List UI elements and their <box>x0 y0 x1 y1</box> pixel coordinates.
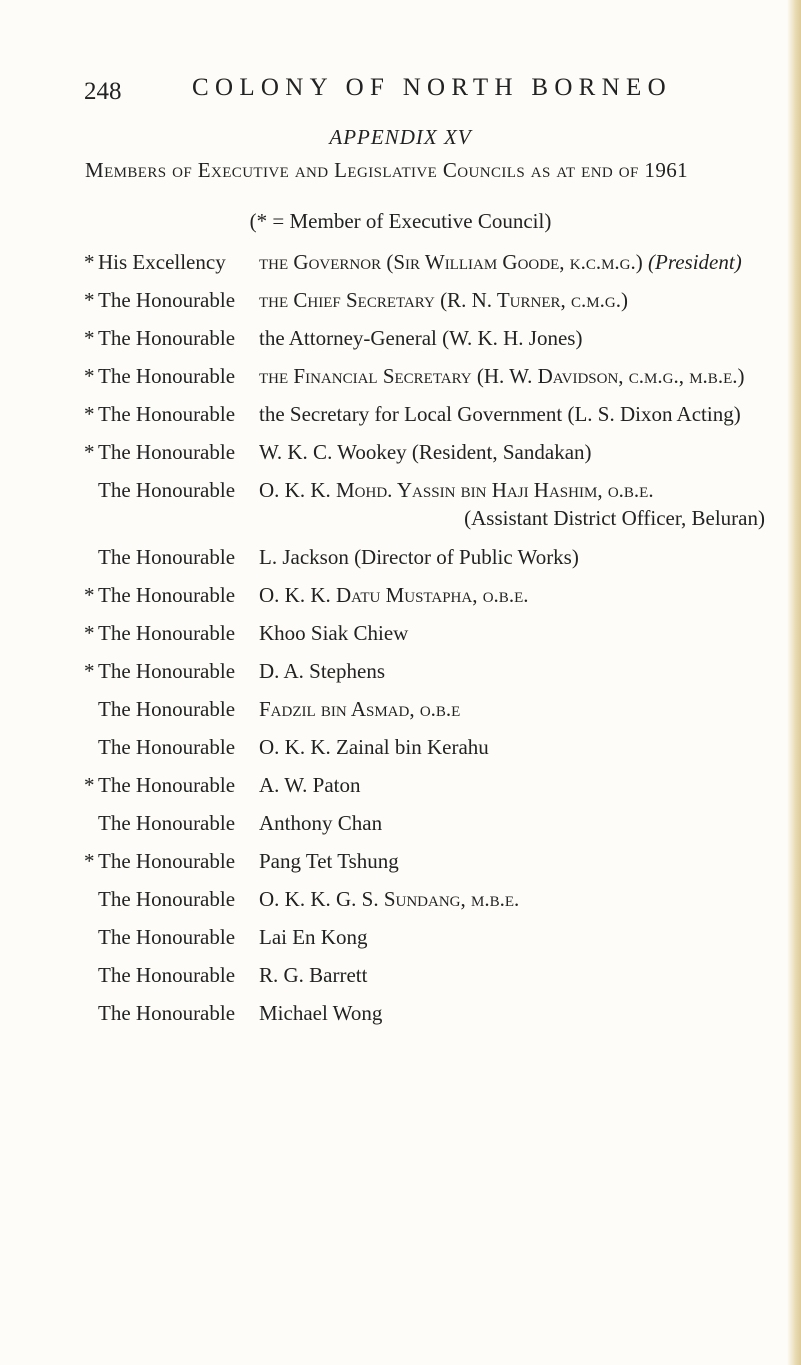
executive-marker: * <box>84 402 95 426</box>
member-prefix: The Honourable <box>98 1001 236 1025</box>
member-row <box>0 735 801 763</box>
member-row <box>0 250 801 278</box>
member-prefix: The Honourable <box>98 545 236 569</box>
member-row <box>0 849 801 877</box>
executive-marker: * <box>84 440 95 464</box>
member-prefix: The Honourable <box>98 697 236 721</box>
member-name: A. W. Paton <box>259 773 361 797</box>
member-name: O. K. K. Datu Mustapha, o.b.e. <box>259 583 529 607</box>
member-row <box>0 773 801 801</box>
page-header <box>0 74 801 110</box>
executive-marker: * <box>84 583 95 607</box>
member-name: R. G. Barrett <box>259 963 368 987</box>
member-prefix: The Honourable <box>98 925 236 949</box>
member-prefix: The Honourable <box>98 773 236 797</box>
legend: (* = Member of Executive Council) <box>249 209 552 233</box>
member-name: Khoo Siak Chiew <box>259 621 409 645</box>
member-name: O. K. K. Zainal bin Kerahu <box>259 735 489 759</box>
member-row <box>0 288 801 316</box>
member-name <box>259 250 742 275</box>
executive-marker: * <box>84 250 95 274</box>
appendix-title: APPENDIX XV <box>329 125 472 149</box>
member-name: D. A. Stephens <box>259 659 385 683</box>
member-name: Michael Wong <box>259 1001 383 1025</box>
member-row <box>0 440 801 468</box>
member-name-text: the Governor (Sir William Goode, k.c.m.g.) <box>259 250 643 274</box>
member-name: the Attorney-General (W. K. H. Jones) <box>259 326 583 350</box>
member-continuation: (Assistant District Officer, Beluran) <box>464 506 765 530</box>
member-row <box>0 402 801 430</box>
member-row <box>0 1001 801 1029</box>
executive-marker: * <box>84 326 95 350</box>
member-prefix: The Honourable <box>98 440 236 464</box>
member-row-continuation <box>0 506 801 534</box>
member-row <box>0 887 801 915</box>
member-name: Lai En Kong <box>259 925 368 949</box>
member-prefix: The Honourable <box>98 478 236 502</box>
member-name: Pang Tet Tshung <box>259 849 399 873</box>
section-title: Members of Executive and Legislative Councils as at end of 1961 <box>85 158 689 182</box>
executive-marker: * <box>84 621 95 645</box>
member-prefix: The Honourable <box>98 735 236 759</box>
executive-marker: * <box>84 659 95 683</box>
member-row <box>0 697 801 725</box>
member-prefix: The Honourable <box>98 887 236 911</box>
member-row <box>0 326 801 354</box>
member-name: O. K. K. Mohd. Yassin bin Haji Hashim, o.b.e. <box>259 478 654 502</box>
page-number: 248 <box>84 78 122 105</box>
member-prefix: The Honourable <box>98 963 236 987</box>
member-name: Anthony Chan <box>259 811 383 835</box>
member-prefix: The Honourable <box>98 288 236 312</box>
executive-marker: * <box>84 773 95 797</box>
member-prefix: The Honourable <box>98 364 236 388</box>
member-row <box>0 963 801 991</box>
executive-marker: * <box>84 849 95 873</box>
member-name: L. Jackson (Director of Public Works) <box>259 545 579 569</box>
member-row <box>0 583 801 611</box>
executive-marker: * <box>84 364 95 388</box>
member-row <box>0 925 801 953</box>
member-name: the Financial Secretary (H. W. Davidson, c.m.g., m.b.e.) <box>259 364 745 388</box>
member-prefix: The Honourable <box>98 326 236 350</box>
member-row <box>0 659 801 687</box>
executive-marker: * <box>84 288 95 312</box>
member-prefix: The Honourable <box>98 811 236 835</box>
member-prefix: The Honourable <box>98 849 236 873</box>
member-row <box>0 364 801 392</box>
member-prefix: The Honourable <box>98 583 236 607</box>
member-row <box>0 545 801 573</box>
member-name: O. K. K. G. S. Sundang, m.b.e. <box>259 887 520 911</box>
member-name: the Chief Secretary (R. N. Turner, c.m.g.) <box>259 288 628 312</box>
member-prefix: The Honourable <box>98 402 236 426</box>
member-name: W. K. C. Wookey (Resident, Sandakan) <box>259 440 592 464</box>
member-row <box>0 478 801 506</box>
member-row <box>0 621 801 649</box>
member-row <box>0 811 801 839</box>
member-prefix: The Honourable <box>98 621 236 645</box>
running-title: COLONY OF NORTH BORNEO <box>192 74 672 101</box>
member-prefix: The Honourable <box>98 659 236 683</box>
president-note: (President) <box>648 250 742 274</box>
member-prefix: His Excellency <box>98 250 226 274</box>
member-name: Fadzil bin Asmad, o.b.e <box>259 697 461 721</box>
member-name: the Secretary for Local Government (L. S. Dixon Acting) <box>259 402 741 426</box>
